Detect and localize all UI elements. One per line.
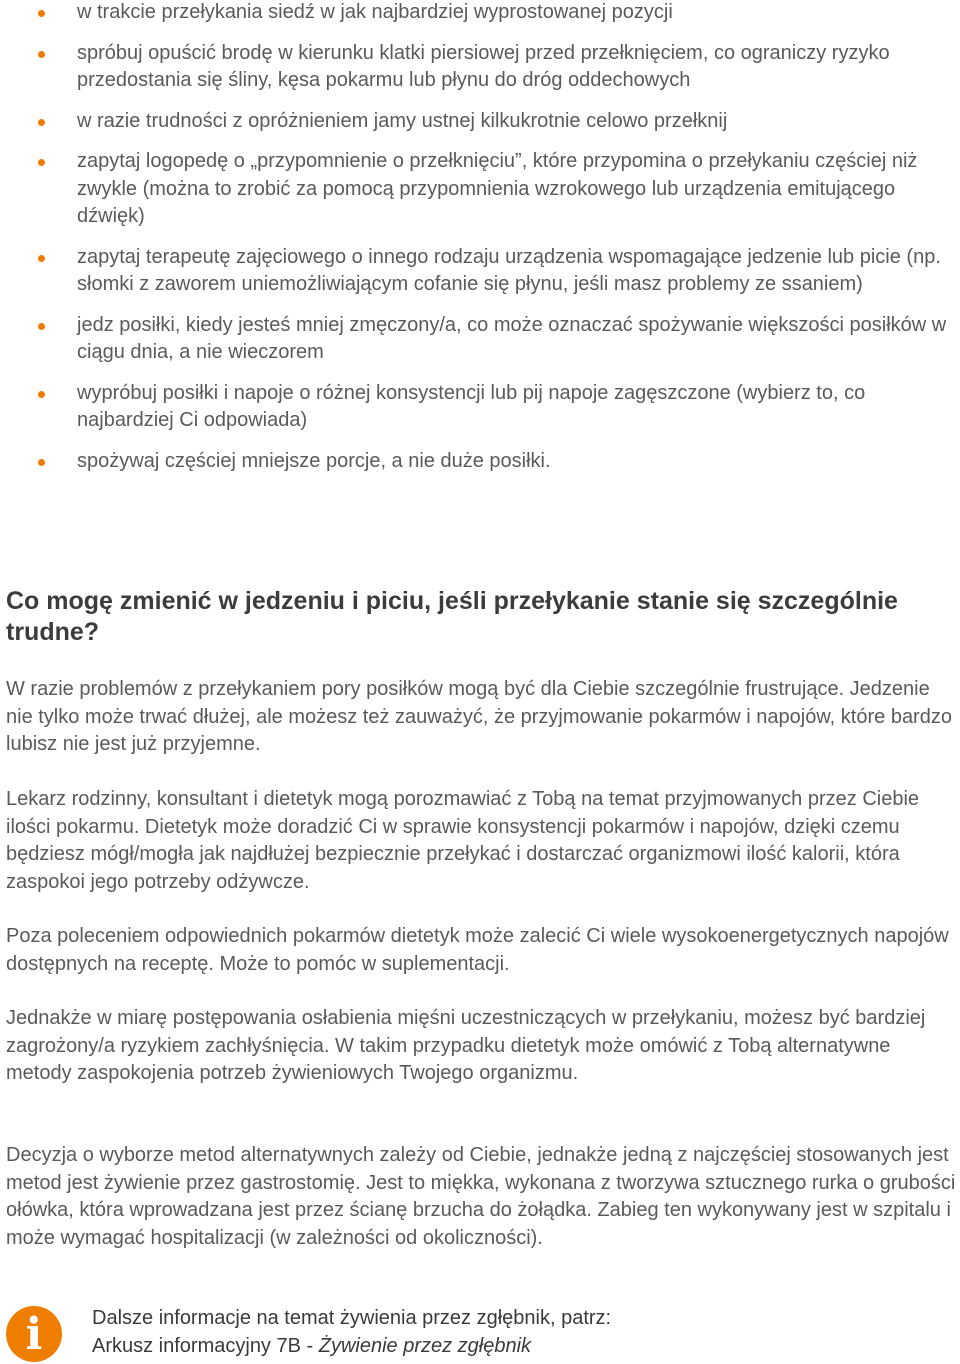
list-item [0,148,955,231]
info-icon-glyph: i [25,1308,43,1360]
list-item-text: jedz posiłki, kiedy jesteś mniej zmęczony/a, co może oznaczać spożywanie większości posiłków w ciągu dnia, a nie wieczorem [77,313,947,363]
bullet-dot-icon [38,255,45,262]
info-note [92,1305,611,1360]
info-reference-title: Żywienie przez zgłębnik [318,1334,532,1357]
list-item [0,244,955,299]
list-item-text: w trakcie przełykania siedź w jak najbardziej wyprostowanej pozycji [77,1,673,23]
list-item-text: zapytaj terapeutę zajęciowego o innego rodzaju urządzenia wspomagające jedzenie lub picie (np. słomki z zaworem uniemożliwiającym cofanie się płynu, jeśli masz problemy ze ssaniem) [77,245,941,295]
info-reference [92,1333,611,1361]
bullet-dot-icon [38,391,45,398]
list-item-text: zapytaj logopedę o „przypomnienie o przełknięciu”, które przypomina o przełykaniu częściej niż zwykle (można to zrobić za pomocą przypomnienia wzrokowego lub urządzenia emitującego dźwięk) [77,150,918,227]
list-item [0,108,955,136]
bullet-dot-icon [38,323,45,330]
list-item [0,380,955,435]
info-icon [6,1306,62,1362]
list-item [0,312,955,367]
list-item-text: wypróbuj posiłki i napoje o różnej konsystencji lub pij napoje zagęszczone (wybierz to, co najbardziej Ci odpowiada) [77,381,866,431]
bullet-dot-icon [38,10,45,17]
list-item-text: spróbuj opuścić brodę w kierunku klatki piersiowej przed przełknięciem, co ograniczy ryzyko przedostania się śliny, kęsa pokarmu lub płynu do dróg oddechowych [77,41,890,91]
list-item [0,0,955,27]
paragraph: Poza poleceniem odpowiednich pokarmów dietetyk może zalecić Ci wiele wysokoenergetycznych napojów dostępnych na receptę. Może to pomóc w suplementacji. [6,925,949,975]
list-item-text: spożywaj częściej mniejsze porcje, a nie duże posiłki. [77,449,551,472]
info-note-line: Dalsze informacje na temat żywienia przez zgłębnik, patrz: [92,1307,612,1329]
paragraph: Decyzja o wyborze metod alternatywnych zależy od Ciebie, jednakże jedną z najczęściej stosowanych jest metod jest żywienie przez gastrostomię. Jest to miękka, wykonana z tworzywa sztucznego rurka o grubości ołówka, która wprowadzana jest przez ścianę brzucha do żołądka. Zabieg ten wykonywany jest w szpitalu i może wymagać hospitalizacji (w zależności od okoliczności). [6,1144,956,1249]
list-item-text: w razie trudności z opróżnieniem jamy ustnej kilkukrotnie celowo przełknij [77,109,728,132]
info-reference-prefix: Arkusz informacyjny 7B - [92,1334,319,1357]
bullet-dot-icon [38,51,45,58]
bullet-dot-icon [38,119,45,126]
list-item [0,448,955,476]
bullet-dot-icon [38,159,45,166]
list-item [0,40,955,95]
recommendation-list [0,0,960,488]
section-heading: Co mogę zmienić w jedzeniu i piciu, jeśli przełykanie stanie się szczególnie trudne? [6,587,898,646]
paragraph: W razie problemów z przełykaniem pory posiłków mogą być dla Ciebie szczególnie frustrujące. Jedzenie nie tylko może trwać dłużej, ale możesz też zauważyć, że przyjmowanie pokarmów i napojów, które bardzo lubisz nie jest już przyjemne. [6,678,952,755]
bullet-dot-icon [38,459,45,466]
paragraph: Lekarz rodzinny, konsultant i dietetyk mogą porozmawiać z Tobą na temat przyjmowanych przez Ciebie ilości pokarmu. Dietetyk może doradzić Ci w sprawie konsystencji pokarmów i napojów, dzięki czemu będziesz mógł/mogła jak najdłużej bezpiecznie przełykać i dostarczać organizmowi ilość kalorii, która zaspokoi jego potrzeby odżywcze. [6,788,920,893]
paragraph: Jednakże w miarę postępowania osłabienia mięśni uczestniczących w przełykaniu, możesz być bardziej zagrożony/a ryzykiem zachłyśnięcia. W takim przypadku dietetyk może omówić z Tobą alternatywne metody zaspokojenia potrzeb żywieniowych Twojego organizmu. [6,1007,926,1084]
